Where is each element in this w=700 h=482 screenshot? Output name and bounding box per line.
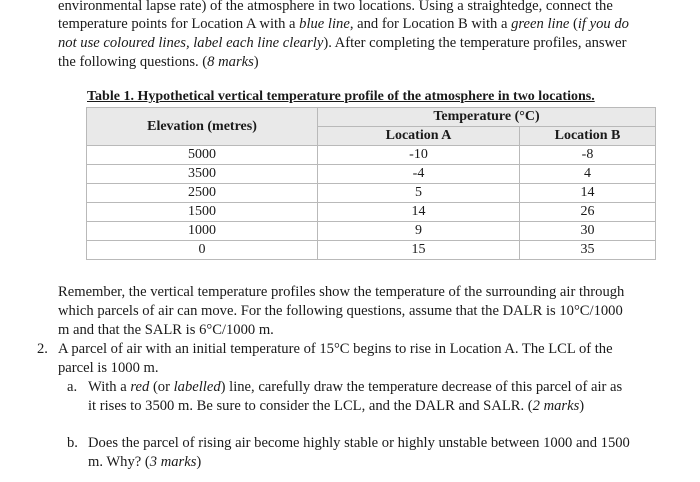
header-location-b: Location B [520,127,656,146]
remember-line-3: m and that the SALR is 6°C/1000 m. [58,322,274,338]
table-row [87,241,656,260]
question-2-line-2: parcel is 1000 m. [58,360,159,376]
blue-line-term: blue line [299,16,350,32]
part-a-text: ) line, carefully draw the temperature decrease of this parcel of air as [220,379,623,395]
question-2-line-1: A parcel of air with an initial temperature of 15°C begins to rise in Location A. The LCL of the [58,341,613,357]
temperature-profile-table [86,107,656,260]
location-a-cell: 14 [318,203,520,222]
elevation-cell: 1500 [87,203,318,222]
question-2-number: 2. [37,341,48,357]
location-a-cell: 9 [318,222,520,241]
table-title: Table 1. Hypothetical vertical temperature profile of the atmosphere in two locations. [87,89,595,104]
table-row [87,222,656,241]
location-b-cell: 30 [520,222,656,241]
location-b-cell: 4 [520,165,656,184]
intro-text: ). After completing the temperature profiles, answer [323,35,627,51]
part-b-line-1: Does the parcel of rising air become highly stable or highly unstable between 1000 and 1500 [88,435,630,451]
location-a-cell: -4 [318,165,520,184]
intro-italic-note: not use coloured lines, label each line clearly [58,35,324,51]
part-a-text: With a [88,379,131,395]
location-b-cell: 14 [520,184,656,203]
part-b-text: m. Why? ( [88,454,150,470]
intro-text: the following questions. ( [58,54,208,70]
location-b-cell: 35 [520,241,656,260]
intro-text: ( [569,16,578,32]
intro-line-3 [58,34,626,52]
intro-line-2 [58,15,629,33]
part-a-line-2 [88,397,584,415]
part-b-line-2 [88,453,201,471]
part-b-marks: 3 marks [149,454,197,470]
table-row [87,165,656,184]
part-a-line-1 [88,378,622,396]
table-row [87,203,656,222]
remember-line-1: Remember, the vertical temperature profiles show the temperature of the surrounding air through [58,284,625,300]
location-a-cell: 15 [318,241,520,260]
part-a-text: ) [579,398,585,414]
part-b-text: ) [196,454,202,470]
header-elevation: Elevation (metres) [87,108,318,146]
elevation-cell: 5000 [87,146,318,165]
table-row [87,184,656,203]
table-row [87,146,656,165]
elevation-cell: 1000 [87,222,318,241]
intro-text: , and for Location B with a [349,16,512,32]
header-location-a: Location A [318,127,520,146]
intro-marks: 8 marks [207,54,254,70]
location-a-cell: -10 [318,146,520,165]
elevation-cell: 2500 [87,184,318,203]
part-a-letter: a. [67,379,78,395]
header-temperature: Temperature (°C) [318,108,656,127]
remember-line-2: which parcels of air can move. For the following questions, assume that the DALR is 10°C/1000 [58,303,623,319]
intro-text: ) [253,54,259,70]
elevation-cell: 0 [87,241,318,260]
intro-text: temperature points for Location A with a [58,16,300,32]
intro-line-4 [58,53,259,71]
elevation-cell: 3500 [87,165,318,184]
intro-line-1: environmental lapse rate) of the atmosphere in two locations. Using a straightedge, connect the [58,0,613,14]
intro-italic-note: if you do [577,16,629,32]
part-a-text: (or [149,379,174,395]
green-line-term: green line [511,16,570,32]
location-a-cell: 5 [318,184,520,203]
part-a-marks: 2 marks [532,398,580,414]
location-b-cell: -8 [520,146,656,165]
part-b-letter: b. [67,435,78,451]
part-a-text: it rises to 3500 m. Be sure to consider the LCL, and the DALR and SALR. ( [88,398,533,414]
red-line-term: red [130,379,150,395]
labelled-term: labelled [173,379,221,395]
location-b-cell: 26 [520,203,656,222]
